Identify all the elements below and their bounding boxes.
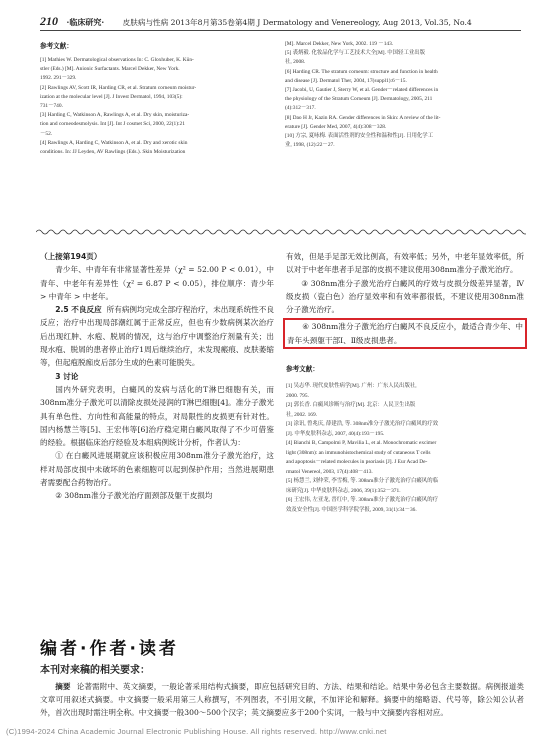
reference-line: [7] Jacobi, U, Gautier J, Sterry W, et al. Gender－related differences in	[285, 87, 439, 94]
paragraph: ① 在白癜风进展期就应该积极应用308nm准分子激光治疗，这样对局部皮损中未破坏的色素细胞可以起到保护作用；当然进展期患者需要配合药物治疗。	[40, 451, 274, 488]
reference-line: [3] 涂讯, 曾兆庆, 薛建浩, 等. 308nm准分子激光治疗白癜风的疗效	[286, 421, 438, 428]
editor-title: 编者·作者·读者	[40, 639, 179, 659]
reference-line: [J]. 中华皮肤科杂志, 2007, 40(4):193－195.	[286, 430, 385, 437]
left-column	[40, 250, 274, 503]
reference-line: [4] Bianchi B, Campolmi P, Mavilia L, et al. Monochromatic excimer	[286, 440, 437, 447]
editor-paragraph	[40, 680, 524, 719]
reference-line: －52.	[40, 130, 53, 137]
reference-line: the physiology of the Stratum Corneum [J]. Dermatology, 2005, 211	[285, 96, 433, 103]
reference-line: and apoptosis－related molecules in psoriasis [J]. J Eur Acad De-	[286, 459, 428, 466]
paragraph: 青少年、中青年有非常显著性差异（χ² = 52.00 P < 0.01），中青年、中老年有差异性（χ² = 6.87 P < 0.05），排位顺序：青少年 > 中青年 > 中老年。	[40, 265, 274, 301]
paragraph: ② 308nm准分子激光治疗面颈部及躯干皮损均	[55, 491, 213, 501]
paragraph: ③ 308nm准分子激光治疗白癜风的疗效与皮损分级差异显著，Ⅳ级皮损（瓷白色）治疗显效率和有效率都很低，不建议使用308nm准分子激光治疗。	[286, 278, 524, 315]
reference-line: ization at the molecular level [J]. J Invest Dermatol, 1994, 103(5):	[40, 93, 183, 100]
highlighted-paragraph: ④ 308nm准分子激光治疗白癜风不良反应小，最适合青少年、中青年头颈躯干部Ⅰ、Ⅱ级皮损患者。	[287, 322, 523, 345]
reference-line: 业, 1998, (12):22－27.	[285, 142, 335, 149]
reference-line: [8] Dao H Jr, Kazin RA. Gender differences in Skin: A review of the lit-	[285, 114, 441, 121]
reference-line: [1] Mathies W. Dermatological observations In: C. Gloxhuber, K. Kün-	[40, 57, 194, 63]
reference-list	[285, 40, 525, 150]
abstract-label: 摘要	[55, 682, 71, 691]
editor-subtitle: 本刊对来稿的相关要求：	[40, 665, 150, 676]
reference-line: and disease [J]. Dermatol Ther, 2004, 17(suppl1):6－15.	[285, 77, 407, 84]
top-references-left	[40, 40, 275, 157]
copyright-watermark: (C)1994-2024 China Academic Journal Electronic Publishing House. All rights reserved. http://www.cnki.net	[6, 727, 387, 736]
reference-line: 效及安全性[J]. 中国医学科学院学报, 2009, 31(1):34－36.	[286, 506, 417, 513]
reference-line: conditions. In: JJ Leyden, AV Rawlings (Eds.). Skin Moisturization	[40, 149, 186, 156]
right-column	[286, 250, 524, 515]
reference-line: erature [J]. Gender Med, 2007, 4(4):308－328.	[285, 123, 387, 130]
reference-line: [6] 王宏伟, 左亚龙, 晋红中, 等. 308nm准分子激光治疗白癜风的疗	[286, 497, 438, 504]
reference-line: 2000. 795.	[286, 392, 309, 399]
top-references-right	[285, 40, 525, 150]
page-header	[40, 14, 521, 31]
paragraph: 国内外研究表明，白癜风的发病与活化的T淋巴细胞有关，而308nm准分子激光可以清除皮损处浸润的T淋巴细胞[4]。准分子激光具有单色性、方向性和高能量的特点，对局限性的皮损更有针对性。国内杨慧兰等[5]、王宏伟等[6]治疗稳定期白癜风取得了不少可借鉴的经验。根据临床治疗经验及本组病例统计分析，作者认为：	[40, 384, 274, 448]
reference-line: [2] Rawlings AV, Scott IR, Harding CR, et al. Stratum corneum moistur-	[40, 84, 197, 91]
reference-line: [5] 杨慧兰, 刘仲荣, 李雪梅, 等. 308nm准分子激光治疗白癜风的临	[286, 478, 438, 485]
continued-note: （上接第194页）	[40, 252, 102, 261]
reference-line: [M]. Marcel Dekker, New York, 2002. 119 －143.	[285, 41, 394, 47]
reference-line: (4):312－317.	[285, 105, 316, 112]
reference-line: [3] Harding C, Watkinson A, Rawlings A, et al. Dry skin, moisturiza-	[40, 112, 190, 119]
editor-text: 论著需附中、英文摘要，一般论著采用结构式摘要，即应包括研究目的、方法、结果和结论。结果中务必包含主要数据。病例报道类文章可用叙述式摘要。中文摘要一般采用第三人称撰写，不列图表，不引用文献，不加评论和解释。摘要中的缩略语、代号等，除公知公认者外，首次出现时需注明全称。中文摘要一般300～500个汉字；英文摘要应多于200个实词，一般与中文摘要内容相对应。	[40, 682, 524, 717]
reference-line: 社, 2002. 169.	[286, 411, 317, 418]
paragraph: 有效，但是手足部无效比例高，有效率低；另外，中老年显效率低，所以对于中老年患者手足部的皮损不建议使用308nm准分子激光治疗。	[286, 252, 524, 275]
reference-line: 床研究[J]. 中华皮肤科杂志, 2006, 39(1):352－371.	[286, 487, 401, 494]
reference-line: [1] 吴志华. 现代皮肤性病学[M]. 广州：广东人民出版社,	[286, 383, 417, 390]
journal-info: 皮肤病与性病 2013年8月第35卷第4期 J Dermatology and Venereology, Aug 2013, Vol.35, No.4	[122, 18, 472, 27]
reference-line: [4] Rawlings A, Harding C, Watkinson A, et al. Dry and xerotic skin	[40, 139, 188, 146]
highlight-box	[283, 318, 527, 349]
references-title: 参考文献：	[40, 42, 73, 50]
section-label: ·临床研究·	[66, 17, 105, 27]
reference-list	[286, 382, 524, 515]
section-heading-discussion: 3 讨论	[55, 371, 79, 381]
reference-line: tion and corneodesmolysis. Int [J]. Int J cosmet Sci, 2000, 22(1):21	[40, 121, 185, 128]
reference-line: light (308nm): an immunohistochemical study of cutaneous T cells	[286, 449, 431, 456]
reference-line: [10] 方宗, 夏咏梅. 表面活性剂的安全性和温和性[J]. 日用化学工	[285, 133, 434, 140]
page-number: 210	[40, 14, 58, 28]
reference-line: 社, 2008.	[285, 59, 306, 66]
editor-section	[40, 634, 524, 719]
subsection-heading: 2.5 不良反应	[55, 305, 102, 315]
paragraph-text: 所有病例均完成全部疗程治疗，未出现系统性不良反应；治疗中出现局部潮红属于正常反应，但也有少数病例某次治疗后出现红肿、水疱、脱屑的情况，这与治疗中调整治疗剂量有关；出现水疱、脱屑的患者停止治疗1周后继续治疗，未发现瘢痕、皮肤萎缩等，但起疱脱痂皮后部分生成的色素可能脱失。	[40, 305, 274, 368]
reference-line: [6] Harding CR. The stratum corneum: structure and function in health	[285, 68, 438, 75]
reference-line: [5] 裘炳毅. 化妆品化学与工艺技术大全[M]. 中国轻工业出版	[285, 50, 426, 57]
reference-list	[40, 56, 275, 157]
reference-line: [2] 郭长香. 白癜风诊断与治疗[M]. 北京：人民卫生出版	[286, 402, 416, 409]
paragraph	[40, 303, 274, 369]
reference-line: rmatol Venereol, 2003, 17(4):408－413.	[286, 468, 373, 475]
reference-line: 1992. 291－329.	[40, 75, 77, 82]
wavy-divider	[36, 228, 526, 236]
reference-line: 731－740.	[40, 103, 63, 110]
references-title: 参考文献：	[286, 365, 319, 374]
reference-line: stler (Eds.) [M]. Anionic Surfactants. Marcel Dekker, New York.	[40, 66, 180, 73]
